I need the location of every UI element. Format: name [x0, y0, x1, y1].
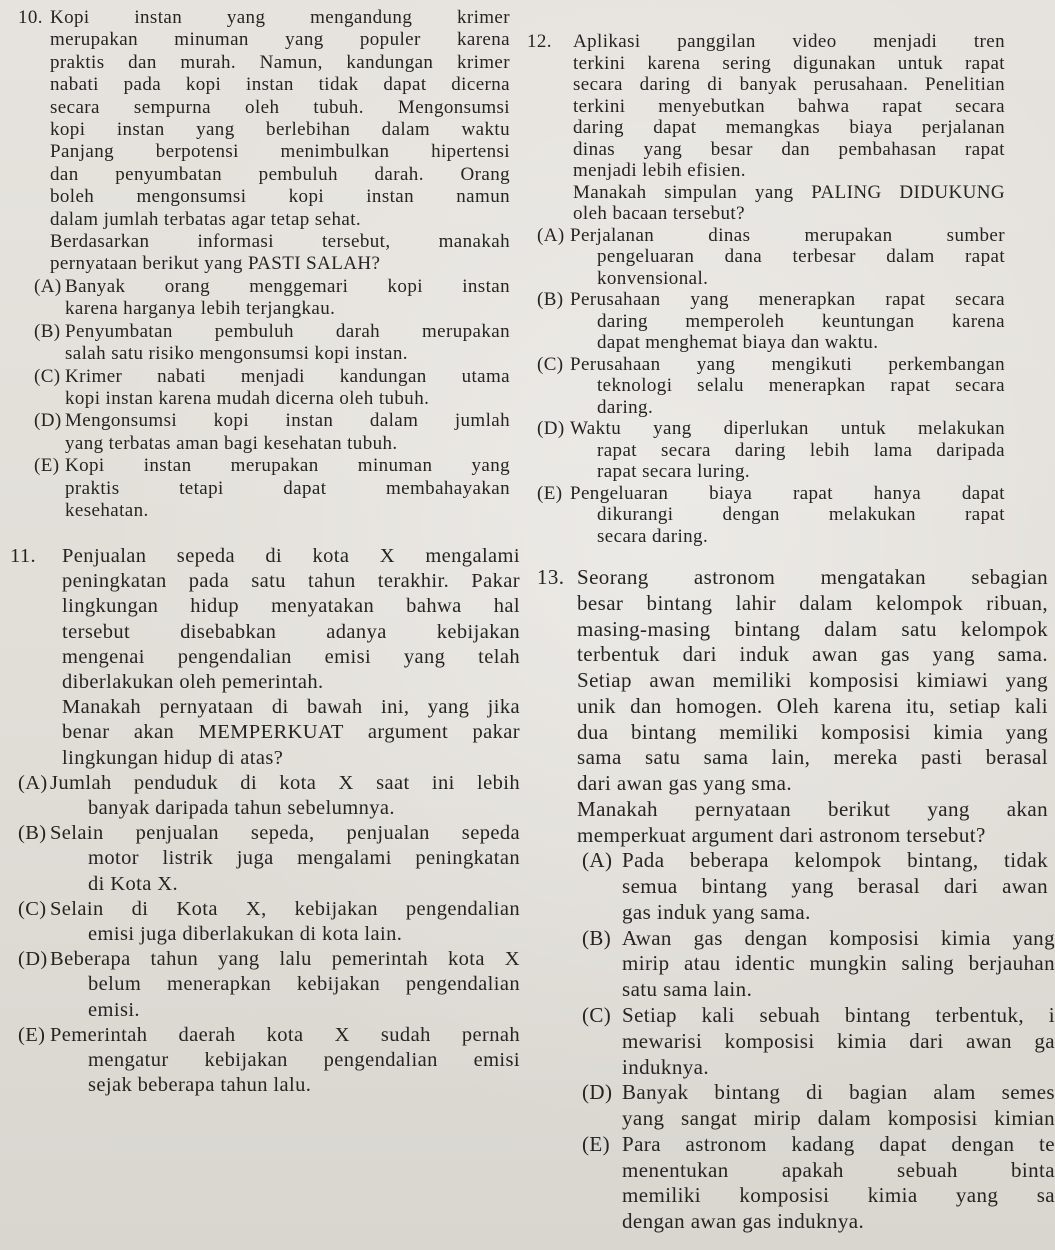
option-line: induknya. [622, 1054, 710, 1079]
question-number: 11. [10, 545, 37, 567]
stem-line: Manakah pernyataan berikut yang akan [577, 796, 1048, 821]
option-line: Banyak bintang di bagian alam semes [622, 1080, 1055, 1105]
question-stem [577, 565, 1048, 848]
option-b [537, 289, 1005, 354]
option-label: (E) [18, 1023, 46, 1046]
option-line: Jumlah penduduk di kota X saat ini lebih [50, 771, 520, 794]
stem-line: dari awan gas yang sma. [577, 771, 793, 796]
option-label: (A) [537, 224, 565, 246]
option-label: (A) [582, 848, 613, 873]
option-d [34, 410, 510, 455]
option-e [34, 455, 510, 522]
stem-line: benar akan MEMPERKUAT argument pakar [62, 721, 520, 744]
option-line: Setiap kali sebuah bintang terbentuk, i [622, 1003, 1055, 1028]
option-line: pengeluaran dana terbesar dalam rapat [597, 246, 1005, 267]
option-line: Pengeluaran biaya rapat hanya dapat [570, 482, 1005, 504]
option-line: praktis tetapi dapat membahayakan [65, 477, 510, 499]
option-label: (D) [34, 410, 62, 432]
option-line: Beberapa tahun yang lalu pemerintah kota X [50, 948, 520, 971]
option-line: semua bintang yang berasal dari awan [622, 874, 1048, 899]
question-number: 10. [18, 7, 43, 28]
option-label: (D) [582, 1080, 613, 1105]
option-label: (D) [18, 948, 48, 971]
stem-line: dan penyumbatan pembuluh darah. Orang [50, 163, 510, 185]
option-line: belum menerapkan kebijakan pengendalian [88, 973, 520, 996]
question-number: 13. [537, 565, 565, 589]
option-line: di Kota X. [88, 872, 178, 895]
stem-line: kopi instan yang berlebihan dalam waktu [50, 119, 510, 141]
stem-line: Seorang astronom mengatakan sebagian [577, 565, 1048, 589]
option-label: (E) [537, 482, 563, 504]
option-line: Perusahaan yang mengikuti perkembangan [570, 353, 1005, 375]
stem-line: Setiap awan memiliki komposisi kimiawi yang [577, 668, 1048, 693]
stem-line: merupakan minuman yang populer karena [50, 29, 510, 51]
option-line: daring memperoleh keuntungan karena [597, 310, 1005, 332]
option-label: (E) [34, 455, 60, 477]
option-label: (A) [18, 771, 48, 794]
stem-line: Penjualan sepeda di kota X mengalami [62, 545, 520, 567]
stem-line: besar bintang lahir dalam kelompok ribuan, [577, 590, 1048, 615]
option-line: teknologi selalu menerapkan rapat secara [597, 375, 1005, 396]
option-d [582, 1080, 1055, 1132]
option-label: (E) [582, 1131, 611, 1156]
stem-line: unik dan homogen. Oleh karena itu, setiap kali [577, 693, 1048, 718]
option-line: yang terbatas aman bagi kesehatan tubuh. [65, 432, 398, 454]
stem-line: dalam jumlah terbatas agar tetap sehat. [50, 208, 362, 230]
option-line: memiliki komposisi kimia yang sa [622, 1183, 1055, 1208]
option-d [18, 947, 520, 1023]
option-label: (B) [18, 822, 47, 845]
option-line: Kopi instan merupakan minuman yang [65, 455, 510, 477]
option-a [34, 275, 510, 321]
stem-line: oleh bacaan tersebut? [573, 203, 745, 224]
option-line: Awan gas dengan komposisi kimia yang [622, 925, 1055, 950]
option-b [18, 821, 520, 897]
stem-line: secara sempurna oleh tubuh. Mengonsumsi [50, 96, 510, 118]
option-line: karena harganya lebih terjangkau. [65, 298, 336, 320]
option-line: banyak daripada tahun sebelumnya. [88, 797, 395, 820]
stem-line: praktis dan murah. Namun, kandungan krimer [50, 51, 510, 73]
option-a [582, 848, 1048, 925]
option-line: Pada beberapa kelompok bintang, tidak [622, 848, 1048, 873]
question-number: 12. [527, 31, 552, 52]
option-c [582, 1003, 1055, 1080]
option-line: kopi instan karena mudah dicerna oleh tubuh. [65, 387, 430, 409]
option-label: (C) [582, 1003, 612, 1028]
option-line: mengatur kebijakan pengendalian emisi [88, 1049, 520, 1072]
option-line: Para astronom kadang dapat dengan te [622, 1131, 1055, 1156]
option-line: daring. [597, 396, 654, 418]
stem-line: peningkatan pada satu tahun terakhir. Pakar [62, 570, 520, 593]
option-label: (C) [34, 365, 61, 387]
option-line: Pemerintah daerah kota X sudah pernah [50, 1023, 520, 1046]
stem-line: dua bintang memiliki komposisi kimia yang [577, 719, 1048, 744]
option-line: konvensional. [597, 267, 709, 289]
option-line: mewarisi komposisi kimia dari awan ga [622, 1028, 1055, 1053]
stem-line: memperkuat argument dari astronom tersebut? [577, 822, 986, 847]
option-c [537, 353, 1005, 419]
option-line: rapat secara luring. [597, 461, 751, 482]
question-13 [537, 565, 1055, 1235]
option-line: satu sama lain. [622, 977, 753, 1002]
stem-line: Kopi instan yang mengandung krimer [50, 7, 510, 28]
option-label: (B) [537, 289, 564, 310]
stem-line: terbentuk dari induk awan gas yang sama. [577, 642, 1048, 667]
option-line: Selain penjualan sepeda, penjualan sepeda [50, 822, 520, 845]
option-label: (A) [34, 275, 62, 297]
stem-line: nabati pada kopi instan tidak dapat dicerna [50, 74, 510, 96]
option-label: (B) [34, 320, 61, 342]
stem-line: tersebut disebabkan adanya kebijakan [62, 620, 520, 643]
option-label: (C) [537, 353, 564, 375]
stem-line: terkini karena sering digunakan untuk rapat [573, 52, 1005, 74]
option-line: Krimer nabati menjadi kandungan utama [65, 365, 510, 387]
stem-line: Berdasarkan informasi tersebut, manakah [50, 231, 510, 253]
option-b [34, 320, 510, 366]
option-line: motor listrik juga mengalami peningkatan [88, 847, 520, 870]
option-line: Mengonsumsi kopi instan dalam jumlah [65, 410, 510, 432]
question-10 [0, 7, 510, 522]
option-label: (C) [18, 897, 47, 920]
option-line: emisi juga diberlakukan di kota lain. [88, 923, 403, 946]
option-e [18, 1023, 520, 1099]
stem-line: lingkungan hidup di atas? [62, 746, 284, 769]
option-label: (B) [582, 925, 612, 950]
option-line: dikurangi dengan melakukan rapat [597, 504, 1005, 525]
option-line: sejak beberapa tahun lalu. [88, 1074, 312, 1097]
option-line: dengan awan gas induknya. [622, 1209, 865, 1234]
question-stem [62, 544, 520, 771]
option-line: dapat menghemat biaya dan waktu. [597, 332, 879, 353]
option-line: Selain di Kota X, kebijakan pengendalian [50, 897, 520, 920]
stem-line: terkini menyebutkan bahwa rapat secara [573, 95, 1005, 117]
option-e [582, 1131, 1055, 1235]
option-line: Waktu yang diperlukan untuk melakukan [570, 418, 1005, 439]
question-11 [0, 544, 520, 1098]
option-line: yang sangat mirip dalam komposisi kimian [622, 1106, 1055, 1131]
question-stem [573, 31, 1005, 225]
option-line: kesehatan. [65, 499, 149, 521]
option-line: salah satu risiko mengonsumsi kopi instan. [65, 343, 408, 365]
option-line: Perjalanan dinas merupakan sumber [570, 224, 1005, 246]
stem-line: mengenai pengendalian emisi yang telah [62, 645, 520, 668]
option-line: Penyumbatan pembuluh darah merupakan [65, 320, 510, 342]
stem-line: masing-masing bintang dalam satu kelompok [577, 616, 1048, 641]
option-line: menentukan apakah sebuah binta [622, 1157, 1055, 1182]
stem-line: daring dapat memangkas biaya perjalanan [573, 117, 1005, 138]
stem-line: lingkungan hidup menyatakan bahwa hal [62, 595, 520, 618]
stem-line: boleh mengonsumsi kopi instan namun [50, 186, 510, 208]
question-stem [50, 7, 510, 276]
option-line: secara daring. [597, 525, 709, 547]
option-c [34, 365, 510, 411]
option-line: gas induk yang sama. [622, 899, 811, 924]
stem-line: dinas yang besar dan pembahasan rapat [573, 138, 1005, 160]
stem-line: Manakah simpulan yang PALING DIDUKUNG [573, 181, 1005, 203]
option-e [537, 482, 1005, 548]
option-line: emisi. [88, 998, 140, 1021]
option-a [537, 224, 1005, 290]
option-line: rapat secara daring lebih lama daripada [597, 439, 1005, 461]
stem-line: menjadi lebih efisien. [573, 160, 746, 181]
option-a [18, 771, 520, 821]
stem-line: Manakah pernyataan di bawah ini, yang jika [62, 696, 520, 719]
stem-line: pernyataan berikut yang PASTI SALAH? [50, 253, 381, 275]
option-label: (D) [537, 418, 565, 439]
option-b [582, 925, 1055, 1003]
option-line: Perusahaan yang menerapkan rapat secara [570, 289, 1005, 310]
question-12 [527, 31, 1005, 547]
stem-line: Panjang berpotensi menimbulkan hipertensi [50, 141, 510, 163]
option-c [18, 897, 520, 947]
option-line: Banyak orang menggemari kopi instan [65, 275, 510, 297]
stem-line: secara daring di banyak perusahaan. Penelitian [573, 74, 1005, 95]
stem-line: Aplikasi panggilan video menjadi tren [573, 31, 1005, 52]
option-d [537, 418, 1005, 483]
stem-line: sama satu sama lain, mereka pasti berasal [577, 745, 1048, 770]
option-line: mirip atau identic mungkin saling berjauhan [622, 951, 1055, 976]
stem-line: diberlakukan oleh pemerintah. [62, 671, 324, 694]
